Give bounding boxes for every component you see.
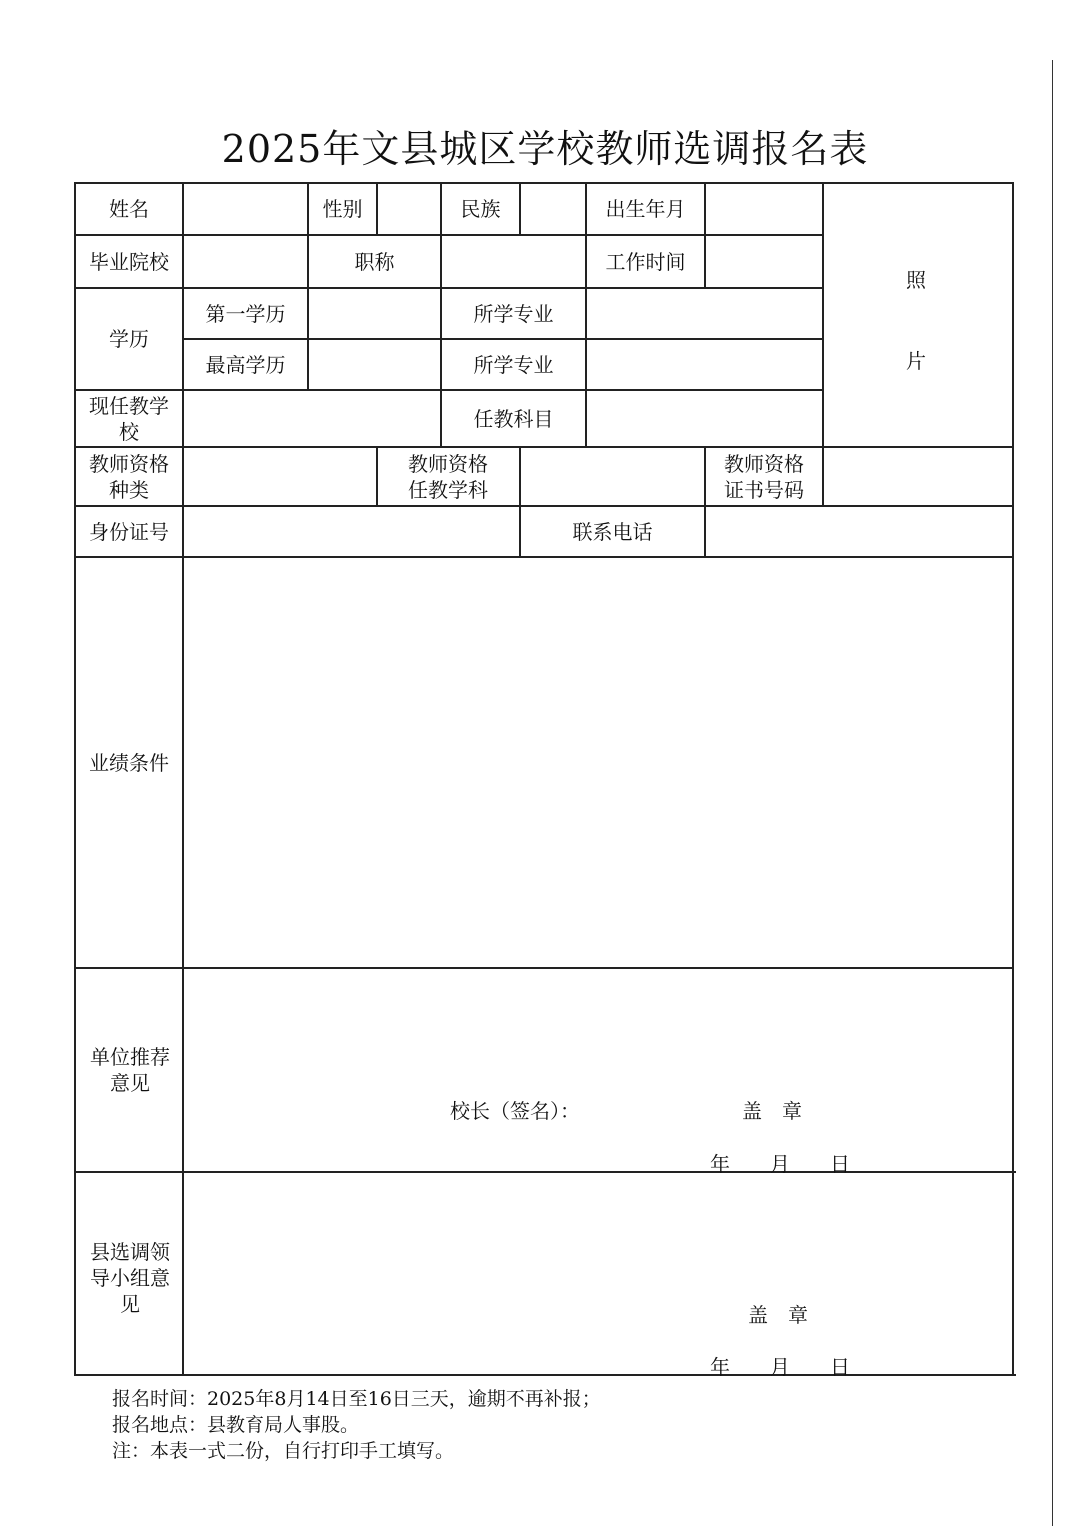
first-major-field[interactable]	[587, 289, 822, 338]
ethnicity-label: 民族	[460, 197, 501, 221]
school-label: 毕业院校	[89, 249, 169, 274]
registration-place-note: 报名地点：县教育局人事股。	[112, 1414, 360, 1436]
current-school-field[interactable]	[184, 391, 440, 446]
ethnicity-field[interactable]	[521, 184, 585, 234]
highest-education-field[interactable]	[309, 340, 440, 389]
subject-label: 任教科目	[473, 406, 554, 431]
name-field[interactable]	[184, 184, 307, 234]
unit-opinion-label: 单位推荐意见	[90, 1045, 170, 1095]
work-time-label: 工作时间	[605, 249, 686, 274]
table-line	[376, 446, 378, 506]
photo-label-top: 照	[906, 268, 926, 292]
printing-note: 注：本表一式二份，自行打印手工填写。	[112, 1440, 455, 1462]
highest-major-field[interactable]	[587, 340, 822, 389]
table-line	[1012, 182, 1014, 1376]
unit-date-label: 年 月 日	[710, 1152, 850, 1176]
id-field[interactable]	[184, 507, 519, 556]
birth-label: 出生年月	[605, 197, 686, 221]
id-label: 身份证号	[89, 519, 169, 544]
cert-subject-field[interactable]	[521, 448, 704, 505]
cert-number-label: 教师资格证书号码	[724, 451, 804, 502]
gender-field[interactable]	[378, 184, 440, 234]
cert-subject-label: 教师资格任教学科	[408, 451, 488, 502]
performance-label: 业绩条件	[89, 750, 169, 775]
first-education-label: 第一学历	[205, 301, 286, 326]
first-education-field[interactable]	[309, 289, 440, 338]
performance-field[interactable]	[184, 558, 1012, 967]
unit-seal-label: 盖 章	[742, 1099, 802, 1123]
birth-field[interactable]	[706, 184, 822, 234]
county-opinion-label: 县选调领导小组意见	[90, 1240, 170, 1316]
first-major-label: 所学专业	[473, 301, 554, 326]
cert-type-label: 教师资格种类	[89, 451, 169, 502]
school-field[interactable]	[184, 236, 307, 287]
table-line	[74, 1374, 1016, 1376]
phone-label: 联系电话	[572, 519, 653, 544]
highest-education-label: 最高学历	[205, 352, 286, 377]
name-label: 姓名	[109, 197, 149, 221]
current-school-label: 现任教学校	[89, 393, 169, 444]
phone-field[interactable]	[706, 507, 1012, 556]
page-edge	[1052, 60, 1053, 1526]
form-title: 2025年文县城区学校教师选调报名表	[221, 127, 869, 171]
work-time-field[interactable]	[706, 236, 822, 287]
county-seal-label: 盖 章	[748, 1303, 808, 1327]
title-field[interactable]	[442, 236, 585, 287]
gender-label: 性别	[322, 197, 363, 221]
county-date-label: 年 月 日	[710, 1355, 850, 1379]
photo-box[interactable]	[824, 184, 1012, 446]
form-notes	[112, 1386, 601, 1464]
title-label: 职称	[354, 249, 395, 274]
highest-major-label: 所学专业	[473, 352, 554, 377]
registration-time-note: 报名时间：2025年8月14日至16日三天，逾期不再补报；	[112, 1388, 601, 1410]
cert-number-field[interactable]	[824, 448, 1012, 505]
photo-label-bottom: 片	[906, 349, 926, 373]
table-line	[74, 1171, 1016, 1173]
principal-signature-label: 校长（签名）：	[450, 1099, 580, 1123]
table-line	[74, 967, 1014, 969]
subject-field[interactable]	[587, 391, 822, 446]
cert-type-field[interactable]	[184, 448, 376, 505]
education-label: 学历	[109, 327, 149, 351]
